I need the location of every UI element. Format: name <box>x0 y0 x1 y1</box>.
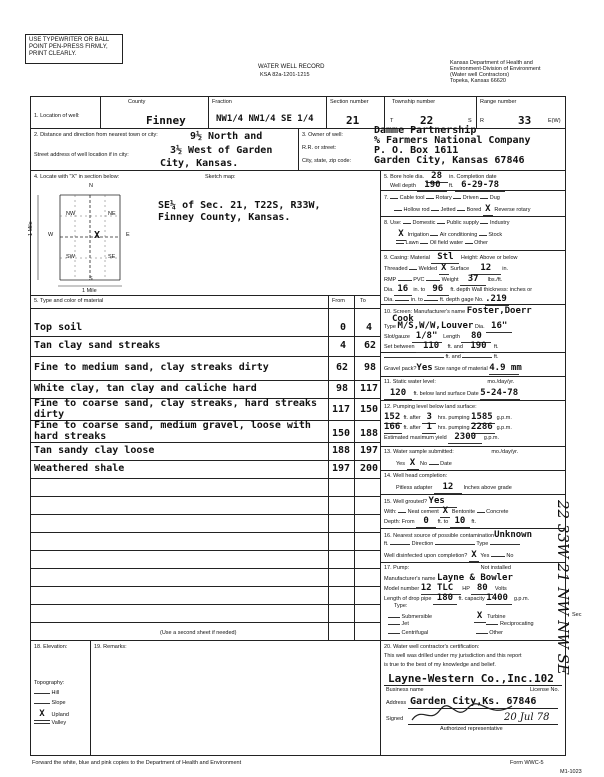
sample-line-1: 13. Water sample submitted: mo./day/yr. <box>384 449 519 455</box>
owner-line-3: P. O. Box 1611 <box>374 145 459 156</box>
topography-label: Topography: <box>34 680 65 686</box>
casing-line-2: Threaded Welded X Surface 12 in. <box>384 263 509 273</box>
township-s: S <box>468 118 472 124</box>
county-label: County <box>128 99 146 105</box>
gravel-line: Gravel pack?Yes Size range of material 4.9 mm <box>384 363 522 373</box>
log-from-header: From <box>332 298 345 304</box>
mile-label-bottom: 1 Mile <box>82 288 97 294</box>
owner-city-label: City, state, zip code: <box>302 158 352 164</box>
pumping-line-2: 166 ft. after 1 hrs. pumping 2286 g.p.m. <box>384 422 512 432</box>
log-material: Fine to coarse sand, medium gravel, loose with hard streaks <box>34 420 311 442</box>
cert-signed-label: Signed <box>386 716 404 722</box>
log-material: Weathered shale <box>34 463 125 474</box>
agency-line-3: (Water well Contractors) <box>450 72 510 79</box>
agency-line-1: Kansas Department of Health and <box>450 60 533 66</box>
log-row-6 <box>30 420 380 443</box>
sketch-label: Sketch map: <box>205 174 236 180</box>
log-row-4 <box>30 380 380 399</box>
agency-line-2: Environment-Division of Environment <box>450 66 541 73</box>
quad-nw: NW <box>66 211 76 217</box>
topo-hill: Hill <box>34 690 59 696</box>
log-to: 117 <box>360 383 379 394</box>
quad-ne: NE <box>108 211 116 217</box>
margin-annotation: 22 33W 21 NW NW SE <box>554 500 572 675</box>
location-mark: X <box>94 230 101 241</box>
topo-valley: Valley <box>34 720 66 726</box>
log-from: 117 <box>332 404 351 415</box>
footer-form: Form WWC-5 <box>510 760 544 766</box>
elevation-label: 18. Elevation: <box>34 644 68 650</box>
street-label: Street address of well location if in city: <box>34 152 129 158</box>
contam-line-1: 16. Nearest source of possible contaminationUnknown <box>384 530 532 540</box>
casing-line-1: 9. Casing: Material Stl Height: Above or below <box>384 252 518 262</box>
screen-line-2: Type M/S,W/W,Louver Dia. 16" <box>384 322 512 333</box>
log-row-7 <box>30 442 380 461</box>
compass-e: E <box>126 232 130 238</box>
log-to-header: To <box>360 298 366 304</box>
log-from: 150 <box>332 428 351 439</box>
static-line-1: 11. Static water level: mo./day/yr. <box>384 379 515 385</box>
screen-line-3: Slot/gauze 1/8" Length 80 <box>384 332 491 343</box>
range-label: Range number <box>480 99 517 105</box>
section-value: 21 <box>346 114 360 127</box>
instruction-box <box>25 34 123 64</box>
margin-sec: Sec <box>572 612 582 618</box>
log-from: 4 <box>340 340 347 351</box>
log-row-5 <box>30 398 380 421</box>
topo-slope: Slope <box>34 700 66 706</box>
fraction-value: NW1/4 NW1/4 SE 1/4 <box>216 114 314 124</box>
form-title: WATER WELL RECORD <box>258 64 325 70</box>
agency-line-4: Topeka, Kansas 66620 <box>450 78 506 85</box>
location-label: 1. Location of well: <box>34 113 80 119</box>
remarks-label: 19. Remarks: <box>94 644 127 650</box>
casing-line-3: RMP PVC Weight 37 lbs./ft. <box>384 274 503 284</box>
mile-label-side: 1 Mile <box>28 221 34 236</box>
owner-label: 3. Owner of well: <box>302 132 343 138</box>
township-label: Township number <box>392 99 436 105</box>
log-material: Top soil <box>34 322 83 333</box>
owner-line-1: Damme Partnership <box>374 125 477 136</box>
log-to: 197 <box>360 445 379 456</box>
cert-address-label: Address <box>386 700 407 706</box>
locate-label: 4. Locate with "X" in section below: <box>34 174 120 180</box>
compass-n: N <box>89 183 93 189</box>
pumping-line-1: 152 ft. after 3 hrs. pumping 1585 g.p.m. <box>384 412 512 422</box>
cert-business: Layne-Western Co.,Inc. <box>388 672 534 685</box>
log-material: Tan sandy clay loose <box>34 445 155 456</box>
pumping-label: 12. Pumping level below land surface: <box>384 404 477 410</box>
township-value: 22 <box>420 114 434 127</box>
use-line-1: 8. Use: Domestic Public supply Industry <box>384 220 510 226</box>
cert-address: Garden City,Ks. 67846 <box>410 696 537 707</box>
instruction-line-2: POINT PEN-PRESS FIRMLY, <box>29 43 108 50</box>
pump-type-label: Type: <box>394 603 408 609</box>
instruction-line-3: PRINT CLEARLY. <box>29 50 77 57</box>
log-from: 0 <box>340 322 347 333</box>
pump-line-3: Model number 12 TLC HP 80 Volts <box>384 583 507 593</box>
sketch-line-2: Finney County, Kansas. <box>158 212 291 223</box>
log-to: 188 <box>360 428 379 439</box>
form-statute: KSA 82a-1201-1215 <box>260 72 310 78</box>
log-material: White clay, tan clay and caliche hard <box>34 383 257 394</box>
pump-line-6: Jet Reciprocating <box>388 621 534 627</box>
county-value: Finney <box>146 114 186 127</box>
instruction-line-1: USE TYPEWRITER OR BALL <box>29 37 110 43</box>
log-from: 188 <box>332 445 351 456</box>
depth-line: Well depth 190 ft. 6-29-78 <box>390 181 505 192</box>
cert-business-label: Business name <box>386 687 424 693</box>
log-row-1 <box>30 320 380 337</box>
cert-date: 20 Jul 78 <box>504 712 550 723</box>
cert-text-1: This well was drilled under my jurisdiction and this report <box>384 653 522 659</box>
log-row-8 <box>30 460 380 479</box>
casing-line-5: Dia. in. to ft. depth gage No. .219 <box>384 295 509 306</box>
grout-line-1: 15. Well grouted? Yes <box>384 497 457 508</box>
log-row-3 <box>30 356 380 381</box>
contam-line-2: ft. Direction Type <box>384 541 520 547</box>
cert-label: 20. Water well contractor's certification: <box>384 644 480 650</box>
log-to: 62 <box>364 340 377 351</box>
log-material: Fine to coarse sand, clay streaks, hard streaks dirty <box>34 398 317 420</box>
cert-license-label: License No. <box>530 687 560 693</box>
casing-line-4: Dia. 16 in. to 96 ft. depth Wall thickness: inches or <box>384 284 533 294</box>
grout-line-2: With: Neat cement X Bentonite Concrete <box>384 506 509 516</box>
pump-line-1: 17. Pump: Not installed <box>384 565 511 571</box>
log-row-2 <box>30 336 380 357</box>
grout-line-3: Depth: From 0 ft. to 10 ft. <box>384 516 476 526</box>
sample-line-2: Yes X No Date <box>396 458 452 468</box>
log-material: Fine to medium sand, clay streaks dirty <box>34 362 269 373</box>
distance-label: 2. Distance and direction from nearest town or city: <box>34 132 158 138</box>
pump-line-4: Length of drop pipe 180 ft. capacity 1400 g.p.m. <box>384 593 530 603</box>
distance-line-2: 3½ West of Garden <box>170 145 273 156</box>
log-to: 150 <box>360 404 379 415</box>
footer-code: M1-1023 <box>560 769 582 775</box>
log-material-header: 5. Type and color of material <box>34 298 104 304</box>
screen-line-5: ft. and ft. <box>384 354 498 360</box>
log-to: 200 <box>360 463 379 474</box>
topo-upland: X Upland <box>34 710 69 721</box>
log-to: 4 <box>366 322 373 333</box>
screen-manufacturer-2: Cook <box>392 314 414 324</box>
cert-authorized: Authorized representative <box>440 726 503 732</box>
use-line-3: Lawn Oil field water Other <box>396 240 488 246</box>
section-label: Section number <box>330 99 369 105</box>
head-label: 14. Well head completion: <box>384 473 448 479</box>
signature <box>408 702 518 726</box>
distance-line-1: 9½ North and <box>190 131 263 142</box>
second-sheet-note: (Use a second sheet if needed) <box>160 630 237 636</box>
range-ew: E(W) <box>548 118 561 124</box>
log-from: 197 <box>332 463 351 474</box>
owner-rr-label: R.R. or street: <box>302 145 337 151</box>
use-line-2: X Irrigation Air conditioning Stock <box>396 230 502 241</box>
range-r: R <box>480 118 484 124</box>
pump-line-5: Submersible X Turbine <box>388 612 506 623</box>
screen-line-4: Set between 110 ft. and 190 ft. <box>384 341 499 351</box>
quad-se: SE <box>108 254 116 260</box>
pump-line-7: Centrifugal Other <box>388 630 503 636</box>
bore-line: 5. Bore hole dia. 28 in. Completion date <box>384 171 497 181</box>
township-t: T <box>390 118 394 124</box>
static-line-2: 120 ft. below land surface Date 5-24-78 <box>384 389 520 400</box>
method-line-2: Hollow rod Jetted Bored X Reverse rotary <box>394 205 530 216</box>
log-from: 98 <box>336 383 349 394</box>
owner-line-2: % Farmers National Company <box>374 135 531 146</box>
owner-line-4: Garden City, Kansas 67846 <box>374 155 525 166</box>
footer-copies: Forward the white, blue and pink copies to the Department of Health and Environment <box>32 760 242 766</box>
head-line: Pitless adapter 12 Inches above grade <box>396 482 512 492</box>
sketch-line-1: SE¼ of Sec. 21, T22S, R33W, <box>158 200 321 211</box>
log-from: 62 <box>336 362 349 373</box>
log-to: 98 <box>364 362 377 373</box>
distance-line-3: City, Kansas. <box>160 158 239 169</box>
compass-s: S <box>89 276 93 282</box>
agency-block <box>450 60 540 84</box>
range-value: 33 <box>518 114 532 127</box>
contam-line-3: Well disinfected upon completion? X Yes No <box>384 550 514 560</box>
quad-sw: SW <box>66 254 75 260</box>
pumping-line-3: Estimated maximum yield 2300 g.p.m. <box>384 432 500 442</box>
fraction-label: Fraction <box>212 99 232 105</box>
cert-text-2: is true to the best of my knowledge and belief. <box>384 662 496 668</box>
screen-line-1: 10. Screen: Manufacturer's name Foster,Doerr <box>384 306 532 316</box>
method-line-1: 7. Cable tool Rotary Driven Dug <box>384 195 500 201</box>
log-material: Tan clay sand streaks <box>34 340 161 351</box>
pump-line-2: Manufacturer's name Layne & Bowler <box>384 573 513 583</box>
cert-license: 102 <box>534 672 554 685</box>
compass-w: W <box>48 232 54 238</box>
